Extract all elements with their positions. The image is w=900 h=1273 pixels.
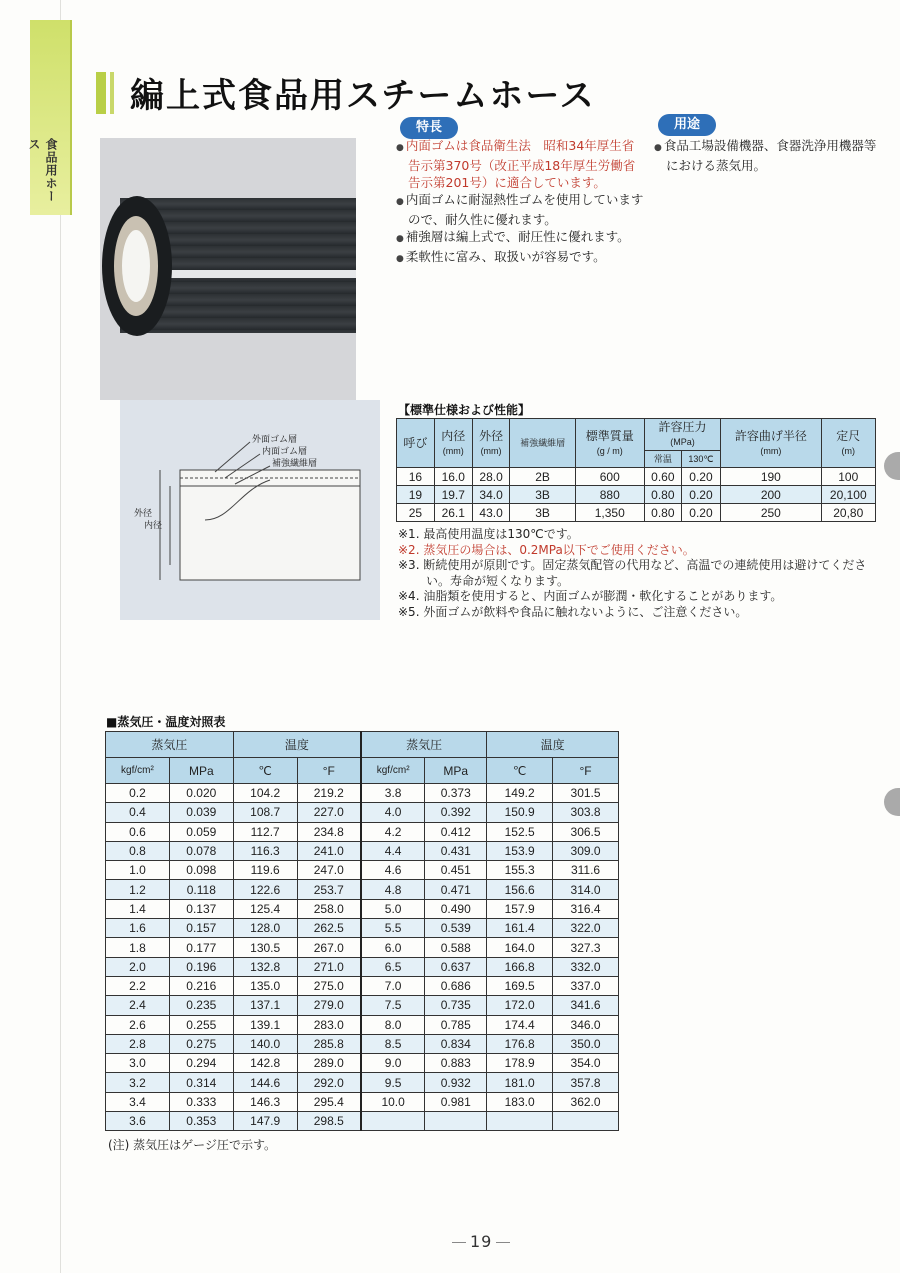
steam-cell: 0.020 [169, 784, 233, 803]
spec-h-pressure: 許容圧力 (MPa) [644, 419, 720, 451]
diagram-label-inner: 内面ゴム層 [262, 447, 308, 457]
steam-row [106, 822, 619, 841]
steam-row [106, 919, 619, 938]
spec-h-length: 定尺 (m) [821, 419, 875, 468]
steam-cell: 122.6 [233, 880, 297, 899]
steam-cell: 357.8 [553, 1073, 619, 1092]
hose-inner-bore [122, 230, 150, 302]
steam-cell: 140.0 [233, 1034, 297, 1053]
note-item: ※5. 外面ゴムが飲料や食品に触れないように、ご注意ください。 [398, 604, 748, 619]
page-number: 19 [470, 1232, 493, 1251]
steam-cell: 157.9 [487, 899, 553, 918]
steam-cell: 0.177 [169, 938, 233, 957]
steam-cell: 0.255 [169, 1015, 233, 1034]
hose-photo [100, 138, 356, 400]
steam-cell: 164.0 [487, 938, 553, 957]
steam-cell: 155.3 [487, 861, 553, 880]
steam-cell: 362.0 [553, 1092, 619, 1111]
steam-cell: 309.0 [553, 841, 619, 860]
steam-cell: 0.834 [425, 1034, 487, 1053]
steam-cell: 8.0 [361, 1015, 425, 1034]
steam-row [106, 1073, 619, 1092]
steam-cell [361, 1112, 425, 1131]
spec-row: 16 16.0 28.0 2B 600 0.60 0.20 190 100 [397, 468, 876, 486]
steam-cell: 2.2 [106, 976, 170, 995]
steam-cell: 147.9 [233, 1112, 297, 1131]
steam-cell: 135.0 [233, 976, 297, 995]
steam-cell: 104.2 [233, 784, 297, 803]
steam-cell: 0.735 [425, 996, 487, 1015]
steam-cell: 5.0 [361, 899, 425, 918]
steam-row [106, 1092, 619, 1111]
steam-cell: 0.392 [425, 803, 487, 822]
steam-cell: 295.4 [297, 1092, 361, 1111]
steam-cell: 150.9 [487, 803, 553, 822]
uses-badge: 用途 [658, 114, 716, 136]
steam-cell: 285.8 [297, 1034, 361, 1053]
steam-cell: 0.039 [169, 803, 233, 822]
note-item: ※1. 最高使用温度は130℃です。 [398, 527, 579, 541]
steam-cell: 234.8 [297, 822, 361, 841]
steam-cell: 0.353 [169, 1112, 233, 1131]
steam-cell: 262.5 [297, 919, 361, 938]
steam-cell: 1.0 [106, 861, 170, 880]
steam-cell: 0.314 [169, 1073, 233, 1092]
spec-table [396, 418, 876, 522]
steam-cell: 0.2 [106, 784, 170, 803]
steam-cell: 2.0 [106, 957, 170, 976]
punch-hole [884, 788, 900, 816]
steam-cell: 0.157 [169, 919, 233, 938]
steam-cell: 10.0 [361, 1092, 425, 1111]
steam-cell: 0.981 [425, 1092, 487, 1111]
steam-cell: 3.0 [106, 1054, 170, 1073]
steam-cell: 0.539 [425, 919, 487, 938]
steam-cell: 156.6 [487, 880, 553, 899]
spec-notes [398, 527, 888, 620]
steam-cell [553, 1112, 619, 1131]
diagram-label-outer: 外面ゴム層 [252, 435, 298, 445]
steam-cell: 0.471 [425, 880, 487, 899]
title-accent-bar-thin [110, 72, 114, 114]
steam-cell: 0.235 [169, 996, 233, 1015]
steam-row [106, 976, 619, 995]
steam-cell: 128.0 [233, 919, 297, 938]
steam-cell: 142.8 [233, 1054, 297, 1073]
steam-h-kgf: kgf/cm² [106, 758, 170, 784]
steam-cell: 9.0 [361, 1054, 425, 1073]
steam-cell: 7.5 [361, 996, 425, 1015]
steam-cell: 112.7 [233, 822, 297, 841]
steam-cell: 149.2 [487, 784, 553, 803]
steam-cell: 341.6 [553, 996, 619, 1015]
steam-cell: 166.8 [487, 957, 553, 976]
steam-cell: 289.0 [297, 1054, 361, 1073]
uses-text: ● 食品工場設備機器、食器洗浄用機器等における蒸気用。 [654, 137, 884, 174]
feature-item: ● 内面ゴムは食品衛生法 昭和34年厚生省告示第370号（改正平成18年厚生労働省告示第201号）に適合しています。 [396, 137, 646, 191]
steam-heading: ■蒸気圧・温度対照表 [106, 715, 226, 729]
steam-row [106, 1112, 619, 1131]
steam-cell: 2.6 [106, 1015, 170, 1034]
steam-cell: 279.0 [297, 996, 361, 1015]
diagram-label-id: 内径 [144, 521, 163, 531]
steam-row [106, 861, 619, 880]
features-badge: 特長 [400, 117, 458, 139]
steam-cell: 2.4 [106, 996, 170, 1015]
steam-cell: 253.7 [297, 880, 361, 899]
steam-cell: 9.5 [361, 1073, 425, 1092]
steam-cell: 5.5 [361, 919, 425, 938]
feature-item: ● 内面ゴムに耐湿熱性ゴムを使用していますので、耐久性に優れます。 [396, 191, 646, 228]
steam-row [106, 1054, 619, 1073]
steam-cell: 327.3 [553, 938, 619, 957]
steam-cell: 6.0 [361, 938, 425, 957]
steam-cell: 301.5 [553, 784, 619, 803]
steam-note: (注) 蒸気圧はゲージ圧で示す。 [108, 1138, 276, 1152]
steam-cell: 316.4 [553, 899, 619, 918]
steam-cell: 0.785 [425, 1015, 487, 1034]
spec-row: 25 26.1 43.0 3B 1,350 0.80 0.20 250 20,80 [397, 504, 876, 522]
steam-cell: 0.059 [169, 822, 233, 841]
steam-cell: 4.4 [361, 841, 425, 860]
steam-cell: 152.5 [487, 822, 553, 841]
steam-h-f: °F [297, 758, 361, 784]
steam-cell: 0.932 [425, 1073, 487, 1092]
steam-h-mpa: MPa [425, 758, 487, 784]
steam-cell: 153.9 [487, 841, 553, 860]
steam-cell: 271.0 [297, 957, 361, 976]
structure-diagram-svg [120, 400, 380, 620]
steam-cell [425, 1112, 487, 1131]
steam-cell [487, 1112, 553, 1131]
steam-cell: 2.8 [106, 1034, 170, 1053]
steam-cell: 144.6 [233, 1073, 297, 1092]
steam-cell: 0.333 [169, 1092, 233, 1111]
steam-cell: 275.0 [297, 976, 361, 995]
steam-h-mpa: MPa [169, 758, 233, 784]
steam-cell: 178.9 [487, 1054, 553, 1073]
steam-h-f: °F [553, 758, 619, 784]
steam-cell: 298.5 [297, 1112, 361, 1131]
feature-item: ● 補強層は編上式で、耐圧性に優れます。 [396, 228, 646, 248]
steam-h-c: ℃ [487, 758, 553, 784]
spec-h-inner: 内径 (mm) [434, 419, 472, 468]
steam-cell: 0.078 [169, 841, 233, 860]
steam-cell: 0.373 [425, 784, 487, 803]
steam-cell: 169.5 [487, 976, 553, 995]
steam-cell: 267.0 [297, 938, 361, 957]
steam-cell: 139.1 [233, 1015, 297, 1034]
steam-row [106, 803, 619, 822]
steam-row [106, 996, 619, 1015]
steam-cell: 350.0 [553, 1034, 619, 1053]
spec-heading: 【標準仕様および性能】 [398, 403, 531, 417]
diagram-leader-1 [215, 442, 250, 472]
steam-cell: 181.0 [487, 1073, 553, 1092]
steam-cell: 332.0 [553, 957, 619, 976]
steam-cell: 0.216 [169, 976, 233, 995]
steam-cell: 130.5 [233, 938, 297, 957]
steam-cell: 0.4 [106, 803, 170, 822]
steam-row [106, 784, 619, 803]
steam-cell: 7.0 [361, 976, 425, 995]
steam-cell: 0.883 [425, 1054, 487, 1073]
steam-cell: 337.0 [553, 976, 619, 995]
spec-h-layers: 補強繊維層 [510, 419, 575, 468]
steam-cell: 3.2 [106, 1073, 170, 1092]
spec-h-mass: 標準質量 (g / m) [575, 419, 644, 468]
steam-h-pressure: 蒸気圧 [106, 732, 234, 758]
steam-cell: 125.4 [233, 899, 297, 918]
steam-h-c: ℃ [233, 758, 297, 784]
steam-row [106, 957, 619, 976]
steam-cell: 219.2 [297, 784, 361, 803]
steam-cell: 137.1 [233, 996, 297, 1015]
steam-cell: 314.0 [553, 880, 619, 899]
steam-cell: 3.8 [361, 784, 425, 803]
steam-cell: 6.5 [361, 957, 425, 976]
steam-cell: 283.0 [297, 1015, 361, 1034]
steam-cell: 132.8 [233, 957, 297, 976]
diagram-label-od: 外径 [134, 509, 153, 519]
steam-cell: 0.118 [169, 880, 233, 899]
steam-cell: 8.5 [361, 1034, 425, 1053]
steam-cell: 227.0 [297, 803, 361, 822]
steam-cell: 247.0 [297, 861, 361, 880]
steam-cell: 3.4 [106, 1092, 170, 1111]
diagram-label-reinforce: 補強繊維層 [272, 459, 318, 469]
steam-cell: 172.0 [487, 996, 553, 1015]
steam-cell: 0.412 [425, 822, 487, 841]
steam-cell: 0.8 [106, 841, 170, 860]
note-item: ※3. 断続使用が原則です。固定蒸気配管の代用など、高温での連続使用は避けてください。寿命が短くなります。 [398, 558, 867, 588]
steam-h-temp: 温度 [487, 732, 619, 758]
steam-h-temp: 温度 [233, 732, 361, 758]
steam-cell: 176.8 [487, 1034, 553, 1053]
punch-hole [884, 452, 900, 480]
steam-table [105, 731, 619, 1131]
steam-cell: 0.431 [425, 841, 487, 860]
steam-cell: 4.2 [361, 822, 425, 841]
steam-cell: 322.0 [553, 919, 619, 938]
spec-h-name: 呼び [397, 419, 435, 468]
steam-row [106, 880, 619, 899]
steam-cell: 1.8 [106, 938, 170, 957]
steam-cell: 0.294 [169, 1054, 233, 1073]
steam-cell: 174.4 [487, 1015, 553, 1034]
steam-row [106, 1034, 619, 1053]
steam-cell: 4.0 [361, 803, 425, 822]
steam-cell: 183.0 [487, 1092, 553, 1111]
side-tab-label: 食品用ホース [27, 138, 58, 203]
steam-cell: 119.6 [233, 861, 297, 880]
steam-row [106, 841, 619, 860]
spec-h-hot: 130℃ [681, 451, 720, 468]
steam-cell: 346.0 [553, 1015, 619, 1034]
steam-h-pressure: 蒸気圧 [361, 732, 487, 758]
side-tab [27, 20, 72, 215]
steam-cell: 161.4 [487, 919, 553, 938]
steam-cell: 0.137 [169, 899, 233, 918]
steam-h-kgf: kgf/cm² [361, 758, 425, 784]
steam-cell: 303.8 [553, 803, 619, 822]
steam-cell: 0.275 [169, 1034, 233, 1053]
steam-row [106, 1015, 619, 1034]
steam-cell: 0.588 [425, 938, 487, 957]
steam-cell: 0.098 [169, 861, 233, 880]
steam-cell: 1.6 [106, 919, 170, 938]
steam-cell: 0.490 [425, 899, 487, 918]
steam-cell: 0.451 [425, 861, 487, 880]
steam-cell: 4.8 [361, 880, 425, 899]
note-item: ※4. 油脂類を使用すると、内面ゴムが膨潤・軟化することがあります。 [398, 589, 783, 603]
steam-cell: 311.6 [553, 861, 619, 880]
steam-cell: 116.3 [233, 841, 297, 860]
steam-cell: 146.3 [233, 1092, 297, 1111]
steam-cell: 108.7 [233, 803, 297, 822]
steam-cell: 3.6 [106, 1112, 170, 1131]
steam-cell: 292.0 [297, 1073, 361, 1092]
structure-diagram [120, 400, 380, 620]
steam-cell: 0.686 [425, 976, 487, 995]
steam-cell: 306.5 [553, 822, 619, 841]
steam-cell: 241.0 [297, 841, 361, 860]
steam-cell: 0.6 [106, 822, 170, 841]
steam-cell: 0.196 [169, 957, 233, 976]
page-title: 編上式食品用スチームホース [130, 76, 596, 116]
spec-h-normal: 常温 [644, 451, 681, 468]
feature-item: ● 柔軟性に富み、取扱いが容易です。 [396, 248, 646, 268]
steam-row [106, 899, 619, 918]
steam-cell: 354.0 [553, 1054, 619, 1073]
steam-cell: 1.2 [106, 880, 170, 899]
steam-cell: 258.0 [297, 899, 361, 918]
steam-cell: 1.4 [106, 899, 170, 918]
features-list [396, 137, 646, 268]
spec-h-bend: 許容曲げ半径 (mm) [721, 419, 821, 468]
note-item: ※2. 蒸気圧の場合は、0.2MPa以下でご使用ください。 [398, 542, 695, 557]
spec-row: 19 19.7 34.0 3B 880 0.80 0.20 200 20,100 [397, 486, 876, 504]
steam-cell: 0.637 [425, 957, 487, 976]
steam-cell: 4.6 [361, 861, 425, 880]
spec-h-outer: 外径 (mm) [472, 419, 510, 468]
steam-row [106, 938, 619, 957]
title-accent-bar [96, 72, 106, 114]
